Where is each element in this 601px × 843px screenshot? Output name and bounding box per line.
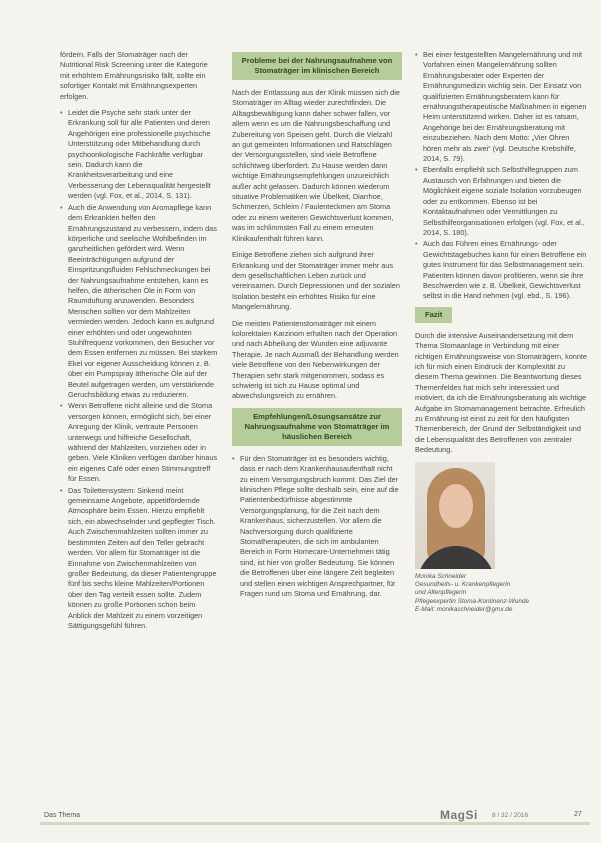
list-item: • Das Toilettensystem: Sinkend meint gemeinsame Angebote, appetitfördernde Atmosphäre beim Essen. Hierzu empfiehlt sich, ein abwechselnder und gepflegter Tisch. Auch Zwischenmahlzeiten sollten immer zu bestimmten Zeiten auf den Teller gebracht werden. Vor allem für Stomaträger ist die Einnahme von Zwischenmahlzeiten von großer Bedeutung, da dieser Patientengruppe fünf bis sechs kleine Mahlzeiten/Portionen über den Tag verteilt essen sollte. Zudem können zu große Portionen schon beim Anblick der Mahlzeit zu einem vorzeitigen Sättigungsgefühl führen. bbox=[60, 486, 218, 632]
body-paragraph: Die meisten Patientenstomaträger mit einem kolorektalen Karzinom erhalten nach der Operation und nach Abheilung der Wunden eine adjuvante Therapie. Je nach Ausmaß der Behandlung werden viele Betroffene von den Nebenwirkungen der Therapien sehr stark mitgenommen, sodass es schwierig ist sich zu Hause optimal und abwechslungsreich zu ernähren. bbox=[232, 318, 399, 401]
column-left bbox=[60, 50, 218, 632]
section-heading-problems: Probleme bei der Nahrungsaufnahme von Stomaträger im klinischen Bereich bbox=[232, 52, 402, 80]
author-role: Pflegeexpertin Stoma-Kontinenz-Wunde bbox=[415, 597, 530, 605]
body-paragraph: Nach der Entlassung aus der Klinik müssen sich die Stomaträger im Alltag wieder zurechtfinden. Die Alltagsbewältigung kann daher schwer fallen, vor allem wenn es um die Nahrungsbeschaffung und Zubereitung von Speisen geht. Durch die Vielzahl an gut gemeinten Informationen und Ratschlägen der Versorgungsstellen, sind viele Betroffene schlichtweg überfordert. Zu Hause werden dann wichtige Ernährungsempfehlungen unzureichlich außer acht gelassen. Dadurch können wiederum situative Problematiken wie Übelkeit, Diarrhoe, Schmerzen, Schleim / Faulenteckmen am Stoma oder zu einem weiteren Gewichtsverlust kommen, was im schlimmsten Fall zu einem erneuten Klinikaufenthalt führen kann. bbox=[232, 88, 400, 243]
body-paragraph: Einige Betroffene ziehen sich aufgrund ihrer Erkrankung und der Stomaträger immer mehr aus dem gesellschaftlichen Leben zurück und vereinsamen. Durch Depressionen und der sozialen Isolation besteht ein erhöhtes Risiko für eine Mangelernährung. bbox=[232, 250, 400, 312]
conclusion-paragraph: Durch die intensive Auseinandersetzung mit dem Thema Stomaanlage in Verbindung mit einer richtigen Ernährungsweise von Stomaträgern, konnte ich für mich einen Eindruck der Komplexität zu diesem Thema gewinnen. Die Beantwortung dieses Themenfeldes hat mich sehr interessiert und motiviert, da ich die Ernährungsberatung als wichtige Aufgabe im Stomamanagement betrachte. Erfreulich zu Ernährung ist einst zu zeit für den häufigsten Themenbereich, der Grund der Selbständigkeit und die Lebensqualität des Betroffenen von zentraler Bedeutung. bbox=[415, 330, 587, 455]
column-right bbox=[415, 50, 587, 615]
list-item: • Ebenfalls empfiehlt sich Selbsthilfegruppen zum Austausch von Erfahrungen und bieten die Möglichkeit eigene soziale Isolation vorzubeugen oder zu entkommen. Ebenso ist bei Kontaktaufnahmen oder Vermittlungen zu Selbsthilfeorganisationen erfolgen (vgl. Fox, et al., 2014, S. 180). bbox=[415, 165, 587, 238]
footer-section-label: Das Thema bbox=[44, 812, 81, 819]
bullet-list-left bbox=[60, 108, 218, 631]
section-heading-recommendations: Empfehlungen/Lösungsansätze zur Nahrungsaufnahme von Stomaträger im häuslichen Bereich bbox=[232, 408, 402, 446]
author-role: und Altenpflegerin bbox=[415, 589, 467, 597]
lead-paragraph: fördern. Falls der Stomaträger nach der Nutritional Risk Screening unter die Kategorie mit erhöhtem Ernährungsrisiko fällt, sollte ein sofortiger Kontakt mit Ernährungsexperten erfolgen. bbox=[60, 50, 208, 101]
author-name: Monika Schneider bbox=[415, 572, 467, 580]
author-caption bbox=[415, 573, 587, 615]
photo-face-shape bbox=[439, 484, 473, 528]
list-item: • Bei einer festgestellten Mangelernährung und mit Vorfahren einen Mangelernährung sollten Ernährungsberater oder Experten der Ernährungsmedizin wichtig sein. Der Einsatz von qualifizierten Ernährungsberatern kann für ernährungstherapeutische Maßnahmen in eigenen Heim unterstützend wirken. Daher ist es ratsam, Angehörige bei der Ernährungsberatung mit einzubeziehen. Nach dem Motto: „Vier Ohren hören mehr als zwei“ (vgl. Deutsche Krebshilfe, 2014, S. 79). bbox=[415, 50, 587, 164]
bullet-list-right bbox=[415, 50, 587, 302]
section-heading-fazit: Fazit bbox=[415, 307, 452, 323]
footer-rule bbox=[40, 822, 590, 825]
author-email: E-Mail: monikaschneider@gmx.de bbox=[415, 606, 513, 614]
page-number: 27 bbox=[574, 811, 582, 818]
author-role: Gesundheits- u. Krankenpflegerin bbox=[415, 581, 511, 589]
footer-issue: 8 / 32 / 2016 bbox=[492, 812, 529, 819]
column-middle bbox=[232, 50, 402, 600]
author-photo bbox=[415, 462, 495, 569]
list-item: • Wenn Betroffene nicht alleine und die Stoma versorgen können, ermöglicht sich, bei einer Anregung der Klinik, vertraute Personen unterwegs und hilfreiche Gesellschaft, während der Mahlzeiten, vorziehen oder in geben. Viele Kliniken verfügen darüber hinaus ein eigenes Café oder einen Stimmungstreff für Essen. bbox=[60, 401, 218, 484]
footer-magazine-name: MagSi bbox=[440, 808, 478, 822]
list-item: • Auch die Anwendung von Aromapflege kann dem Erkrankten helfen den Ernährungszustand zu verbessern, indem das körperliche und seelische Wohlbefinden im ganzheitlichen gefördert wird. Wenn Beeinträchtigungen aufgrund der Einspritzungsfluiden Fehlschmeckungen bei der Nahrungsaufnahme entstehen, kann es helfen, die ätherischen Öle in Form von Raumduftung anzuwenden. Besonders Menschen sollten vor dem Mahlzeiten vermieden werden. Jedoch kann es aufgrund einer erhöhten und oder ungewohnten Stuhlfrequenz vorkommen, den Besucher vor dem Essen entfernen zu müssen. Bei starkem Ekel vor eigener Ausscheidung können z. B. über ein Pumpspray ätherische Öle auf der Beutel aufgetragen werden, um verstärkende Geruchsbildung etwas zu reduzieren. bbox=[60, 203, 218, 401]
list-item: • Leidet die Psyche sehr stark unter der Erkrankung soll für alle Patienten und deren Angehörigen eine professionelle psychische Unterstützung oder Mitbehandlung durch psychoonkologische Fachkräfte verfügbar sein. Dadurch kann die Krankheitsverarbeitung und eine Verbesserung der Lebensqualität hergestellt werden (vgl. Fox, et al., 2014, S. 131). bbox=[60, 108, 218, 202]
list-item: • Für den Stomaträger ist es besonders wichtig, dass er nach dem Krankenhausaufenthalt nicht zu einem Versorgungsbruch kommt. Das Ziel der klinischen Pflege sollte deshalb sein, eine auf die Patientenbedürfnisse abgestimmte Versorgungsplanung, für die Zeit nach dem Krankenhaus, sicherzustellen. Vor allem die Nachversorgung durch qualifizierte Stomatherapeuten, die sich im ambulanten Bereich in Form Homecare-Unternehmen tätig sind, ist hier von großer Bedeutung. Sie können die Betroffenen über eine längere Zeit begleiten und stellen einen wichtigen Ansprechpartner, für Fragen rund um Stoma und Ernährung, dar. bbox=[232, 454, 402, 600]
list-item: • Auch das Führen eines Ernährungs- oder Gewichtstagebuches kann für einen Betroffene ein gutes Instrument für das Selbstmanagement sein. Patienten können davon profitieren, wenn sie ihre Beschwerden wie z. B. Übelkeit, Gewichtsverlust selbst in die Hand nehmen (vgl. ebd., S. 196). bbox=[415, 239, 587, 301]
bullet-list-middle bbox=[232, 454, 402, 600]
